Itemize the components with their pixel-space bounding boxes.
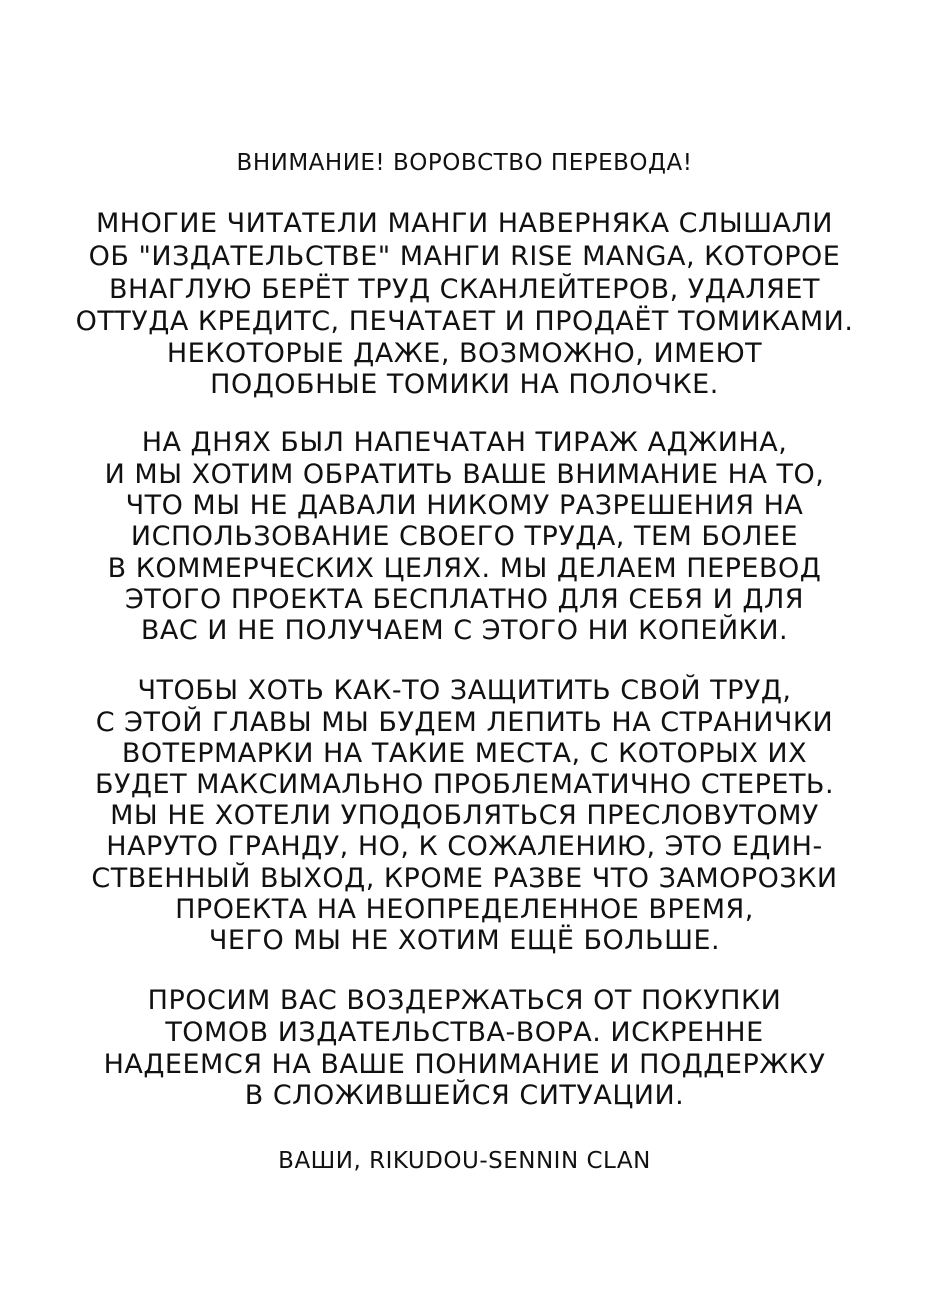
paragraph-3-line-5: МЫ НЕ ХОТЕЛИ УПОДОБЛЯТЬСЯ ПРЕСЛОВУТОМУ [110, 800, 819, 831]
paragraph-1-line-4: ОТТУДА КРЕДИТС, ПЕЧАТАЕТ И ПРОДАЁТ ТОМИКАМИ. [75, 306, 854, 337]
paragraph-3-line-6: НАРУТО ГРАНДУ, НО, К СОЖАЛЕНИЮ, ЭТО ЕДИН- [106, 831, 823, 862]
paragraph-3-line-9: ЧЕГО МЫ НЕ ХОТИМ ЕЩЁ БОЛЬШЕ. [208, 925, 721, 956]
signature: ВАШИ, RIKUDOU-SENNIN CLAN [278, 1148, 651, 1174]
paragraph-1-line-5: НЕКОТОРЫЕ ДАЖЕ, ВОЗМОЖНО, ИМЕЮТ [166, 338, 763, 369]
paragraph-3-line-2: С ЭТОЙ ГЛАВЫ МЫ БУДЕМ ЛЕПИТЬ НА СТРАНИЧКИ [95, 707, 834, 738]
paragraph-1-line-3: ВНАГЛУЮ БЕРЁТ ТРУД СКАНЛЕЙТЕРОВ, УДАЛЯЕТ [109, 274, 820, 305]
paragraph-2-line-5: В КОММЕРЧЕСКИХ ЦЕЛЯХ. МЫ ДЕЛАЕМ ПЕРЕВОД [107, 553, 822, 584]
paragraph-3-line-1: ЧТОБЫ ХОТЬ КАК-ТО ЗАЩИТИТЬ СВОЙ ТРУД, [137, 675, 792, 706]
paragraph-2-line-7: ВАС И НЕ ПОЛУЧАЕМ С ЭТОГО НИ КОПЕЙКИ. [140, 615, 789, 646]
paragraph-3-line-4: БУДЕТ МАКСИМАЛЬНО ПРОБЛЕМАТИЧНО СТЕРЕТЬ. [94, 769, 835, 800]
paragraph-2-line-1: НА ДНЯХ БЫЛ НАПЕЧАТАН ТИРАЖ АДЖИНА, [141, 427, 788, 458]
paragraph-3-line-3: ВОТЕРМАРКИ НА ТАКИЕ МЕСТА, С КОТОРЫХ ИХ [121, 738, 808, 769]
paragraph-2-line-6: ЭТОГО ПРОЕКТА БЕСПЛАТНО ДЛЯ СЕБЯ И ДЛЯ [124, 584, 805, 615]
paragraph-1-line-1: МНОГИЕ ЧИТАТЕЛИ МАНГИ НАВЕРНЯКА СЛЫШАЛИ [95, 208, 834, 239]
paragraph-2-line-4: ИСПОЛЬЗОВАНИЕ СВОЕГО ТРУДА, ТЕМ БОЛЕЕ [130, 521, 799, 552]
paragraph-1-line-2: ОБ "ИЗДАТЕЛЬСТВЕ" МАНГИ RISE MANGA, КОТОРОЕ [88, 241, 841, 272]
paragraph-4-line-2: ТОМОВ ИЗДАТЕЛЬСТВА-ВОРА. ИСКРЕННЕ [165, 1017, 764, 1048]
paragraph-1-line-6: ПОДОБНЫЕ ТОМИКИ НА ПОЛОЧКЕ. [210, 369, 719, 400]
paragraph-3-line-7: СТВЕННЫЙ ВЫХОД, КРОМЕ РАЗВЕ ЧТО ЗАМОРОЗКИ [91, 863, 838, 894]
paragraph-4-line-1: ПРОСИМ ВАС ВОЗДЕРЖАТЬСЯ ОТ ПОКУПКИ [147, 985, 782, 1016]
paragraph-3-line-8: ПРОЕКТА НА НЕОПРЕДЕЛЕННОЕ ВРЕМЯ, [175, 894, 754, 925]
paragraph-2-line-3: ЧТО МЫ НЕ ДАВАЛИ НИКОМУ РАЗРЕШЕНИЯ НА [125, 490, 804, 521]
paragraph-4-line-4: В СЛОЖИВШЕЙСЯ СИТУАЦИИ. [244, 1080, 685, 1111]
notice-title: ВНИМАНИЕ! ВОРОВСТВО ПЕРЕВОДА! [236, 150, 693, 176]
paragraph-4-line-3: НАДЕЕМСЯ НА ВАШЕ ПОНИМАНИЕ И ПОДДЕРЖКУ [103, 1049, 826, 1080]
paragraph-2-line-2: И МЫ ХОТИМ ОБРАТИТЬ ВАШЕ ВНИМАНИЕ НА ТО, [104, 459, 825, 490]
